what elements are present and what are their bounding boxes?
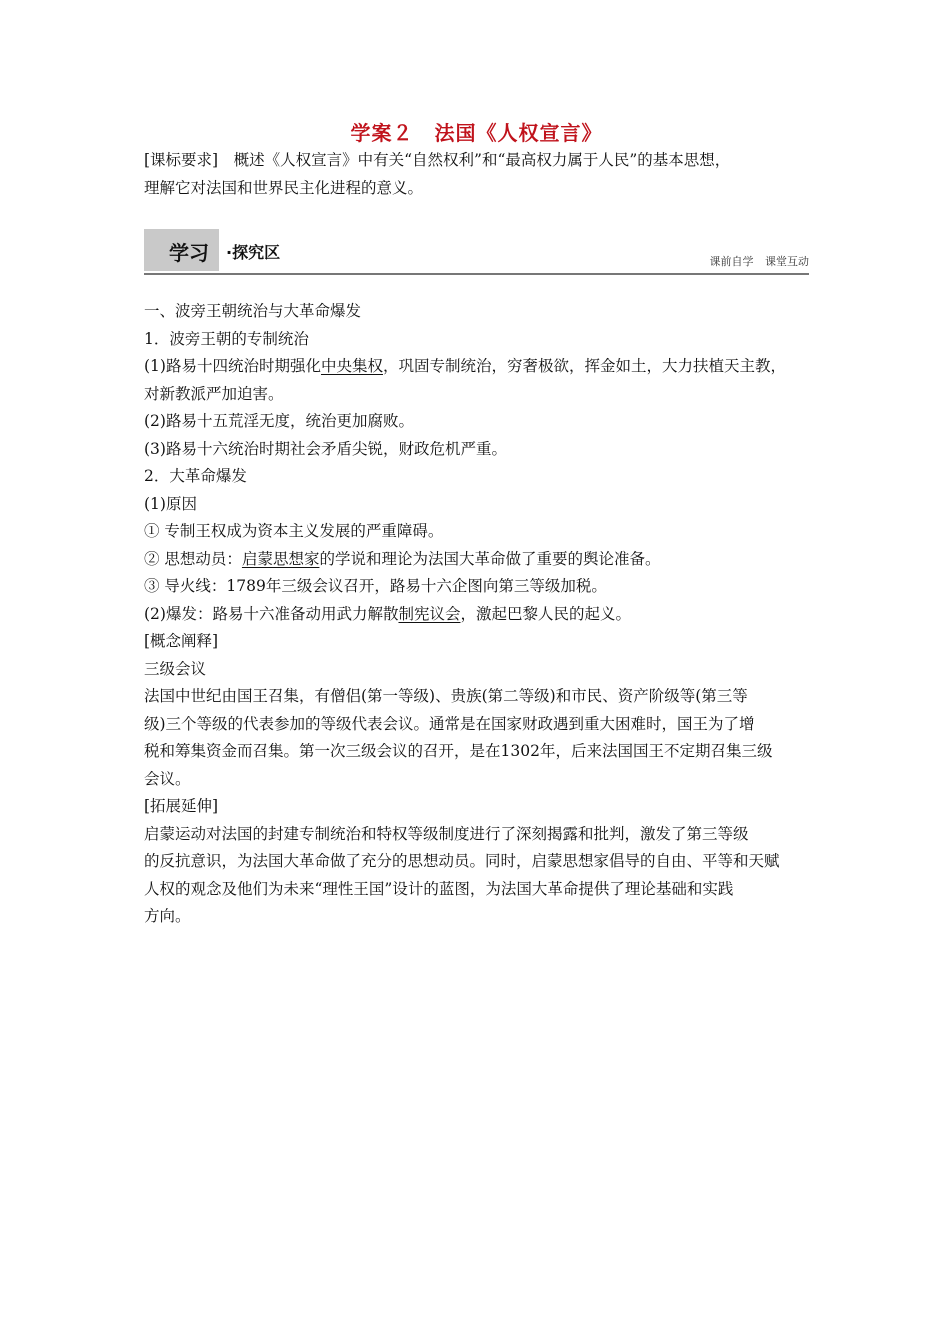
extension-label: [拓展延伸] — [144, 797, 219, 815]
curriculum-requirement — [144, 146, 809, 202]
paragraph: 税和筹集资金而召集。第一次三级会议的召开，是在1302年，后来法国国王不定期召集三级 — [144, 742, 773, 760]
paragraph: 的反抗意识，为法国大革命做了充分的思想动员。同时，启蒙思想家倡导的自由、平等和天赋 — [144, 852, 780, 870]
paragraph: 对新教派严加迫害。 — [144, 384, 284, 403]
paragraph: ① 专制王权成为资本主义发展的严重障碍。 — [144, 522, 444, 540]
paragraph: 启蒙运动对法国的封建专制统治和特权等级制度进行了深刻揭露和批判，激发了第三等级 — [144, 824, 749, 843]
text-run: ，巩固专制统治，穷奢极欲，挥金如土，大力扶植天主教， — [382, 357, 786, 375]
section-banner — [144, 229, 809, 275]
text-run: (1)路易十四统治时期强化 — [144, 357, 321, 375]
paragraph — [144, 601, 809, 629]
text-run: ② 思想动员： — [144, 549, 242, 568]
section-heading: 一、波旁王朝统治与大革命爆发 — [144, 302, 362, 320]
banner-sub-label: ·探究区 — [226, 243, 281, 262]
paragraph — [144, 546, 809, 574]
paragraph: 方向。 — [144, 907, 191, 925]
requirement-line: [课标要求] 概述《人权宣言》中有关“自然权利”和“最高权力属于人民”的基本思想， — [144, 151, 731, 169]
banner-right-label: 课前自学 课堂互动 — [709, 255, 809, 268]
text-run: ，激起巴黎人民的起义。 — [460, 604, 631, 623]
paragraph: 人权的观念及他们为未来“理性王国”设计的蓝图，为法国大革命提供了理论基础和实践 — [144, 879, 734, 898]
document-page — [144, 118, 809, 931]
subsection-heading: 2．大革命爆发 — [144, 467, 247, 485]
subsection-heading: 1．波旁王朝的专制统治 — [144, 329, 309, 348]
paragraph: (2)路易十五荒淫无度，统治更加腐败。 — [144, 412, 414, 430]
underlined-term: 中央集权 — [320, 357, 383, 375]
paragraph: 法国中世纪由国王召集，有僧侣(第一等级)、贵族(第二等级)和市民、资产阶级等(第三等 — [144, 687, 748, 705]
study-content — [144, 298, 809, 931]
requirement-line: 理解它对法国和世界民主化进程的意义。 — [144, 179, 424, 197]
concept-title: 三级会议 — [144, 659, 207, 678]
text-run: (2)爆发：路易十六准备动用武力解散 — [144, 604, 399, 623]
paragraph: 级)三个等级的代表参加的等级代表会议。通常是在国家财政遇到重大困难时，国王为了增 — [144, 714, 755, 733]
text-run: 的学说和理论为法国大革命做了重要的舆论准备。 — [319, 549, 661, 568]
concept-label: [概念阐释] — [144, 632, 219, 650]
paragraph: 会议。 — [144, 769, 191, 788]
paragraph: (1)原因 — [144, 494, 197, 513]
paragraph — [144, 353, 809, 381]
underlined-term: 制宪议会 — [398, 604, 461, 623]
document-title: 学案２ 法国《人权宣言》 — [350, 121, 603, 145]
banner-main-label: 学习 — [169, 241, 209, 265]
underlined-term: 启蒙思想家 — [241, 549, 320, 568]
paragraph: (3)路易十六统治时期社会矛盾尖锐，财政危机严重。 — [144, 439, 507, 458]
paragraph: ③ 导火线：1789年三级会议召开，路易十六企图向第三等级加税。 — [144, 577, 607, 595]
